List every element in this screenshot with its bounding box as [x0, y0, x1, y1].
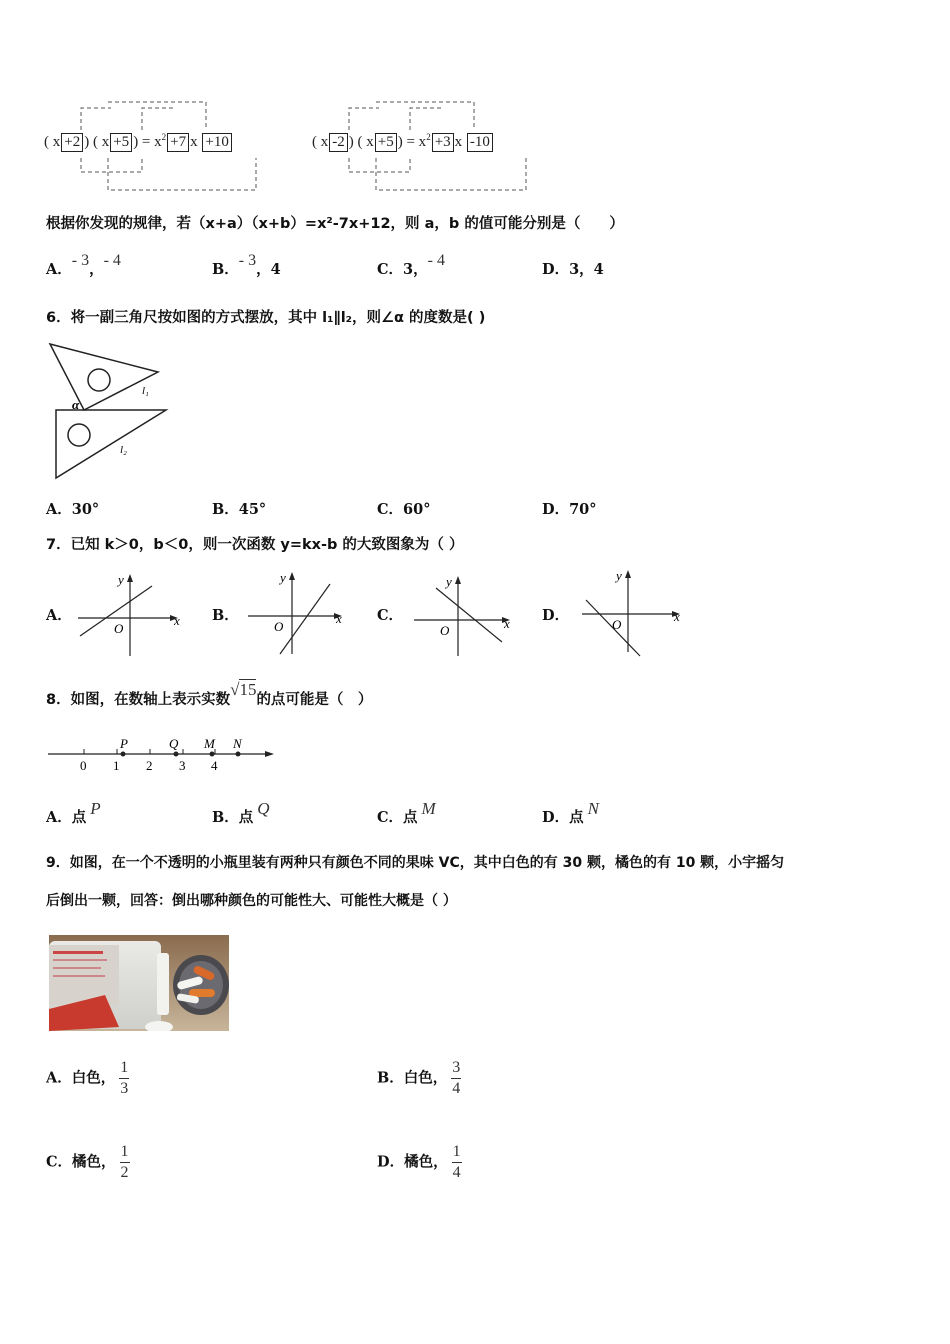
svg-text:O: O — [274, 619, 284, 634]
q6-option-a[interactable]: A．30° — [46, 501, 100, 518]
fraction-d: $\frac{1}{4}$ — [452, 1143, 461, 1181]
svg-text:P: P — [120, 736, 128, 751]
svg-text:x: x — [174, 613, 180, 628]
q7-option-c[interactable]: C． — [377, 607, 404, 624]
triangle-rulers-figure — [46, 340, 176, 480]
q6-text: 6．将一副三角尺按如图的方式摆放，其中 l₁∥l₂，则∠α 的度数是( ) — [46, 310, 486, 326]
q7-graph-a[interactable] — [74, 572, 184, 658]
svg-text:Q: Q — [169, 736, 179, 751]
q8-option-a[interactable]: A．点 P — [46, 799, 101, 826]
q7-option-d[interactable]: D． — [542, 607, 570, 624]
formula-right-text: ( x -2 ) ( x +5 ) = $x^2 +3$ x -10 — [312, 132, 494, 152]
q9-option-b[interactable]: B．白色， $\frac{3}{4}$ — [377, 1059, 461, 1097]
alpha-label: α — [72, 397, 80, 412]
q6-option-c[interactable]: C．60° — [377, 501, 431, 518]
l2-label: l₂ — [120, 444, 127, 456]
upper-triangle-hole — [88, 369, 110, 391]
q9-option-d[interactable]: D．橘色， $\frac{1}{4}$ — [377, 1143, 461, 1181]
svg-text:2: 2 — [146, 758, 153, 773]
svg-text:x: x — [336, 611, 342, 626]
formula-diagram-right — [312, 96, 552, 194]
point-p — [121, 752, 126, 757]
q6-option-b[interactable]: B．45° — [212, 501, 267, 518]
vitamin-bottle-photo — [49, 935, 229, 1031]
point-n — [236, 752, 241, 757]
svg-text:y: y — [118, 572, 124, 587]
svg-text:x: x — [674, 609, 680, 624]
q9-option-a[interactable]: A．白色， $\frac{1}{3}$ — [46, 1059, 129, 1097]
svg-text:0: 0 — [80, 758, 87, 773]
q7-text: 7．已知 k＞0，b＜0，则一次函数 y=kx-b 的大致图象为（ ） — [46, 537, 464, 553]
q7-graph-d[interactable] — [578, 568, 688, 658]
q7-graph-c[interactable] — [410, 572, 520, 658]
q5-option-c[interactable]: C．3，- 4 — [377, 252, 445, 278]
svg-text:y: y — [616, 568, 622, 583]
svg-text:1: 1 — [113, 758, 120, 773]
q8-option-b[interactable]: B．点 Q — [212, 799, 270, 826]
point-q — [174, 752, 179, 757]
q8-option-c[interactable]: C．点 M — [377, 799, 436, 826]
formula-diagram-left — [44, 96, 284, 194]
fraction-a: $\frac{1}{3}$ — [120, 1059, 129, 1097]
q5-option-b[interactable]: B．- 3，4 — [212, 252, 281, 278]
q9-text-line1: 9．如图，在一个不透明的小瓶里装有两种只有颜色不同的果味 VC，其中白色的有 30 颗，橘色的有 10 颗，小宇摇匀 — [46, 855, 785, 871]
point-m — [210, 752, 215, 757]
number-line — [46, 736, 282, 776]
q5-option-a[interactable]: A．- 3，- 4 — [46, 252, 121, 278]
lower-triangle-hole — [68, 424, 90, 446]
svg-text:M: M — [204, 736, 215, 751]
upper-triangle — [50, 344, 158, 410]
sqrt-15: √15 — [230, 680, 257, 699]
svg-text:y: y — [280, 570, 286, 585]
svg-text:O: O — [612, 617, 622, 632]
fraction-c: $\frac{1}{2}$ — [120, 1143, 129, 1181]
q9-option-c[interactable]: C．橘色， $\frac{1}{2}$ — [46, 1143, 129, 1181]
svg-text:x: x — [504, 616, 510, 631]
svg-text:4: 4 — [211, 758, 218, 773]
q7-option-a[interactable]: A． — [46, 607, 72, 624]
q8-option-d[interactable]: D．点 N — [542, 799, 599, 826]
q7-option-b[interactable]: B． — [212, 607, 239, 624]
l1-label: l₁ — [142, 385, 149, 397]
fraction-b: $\frac{3}{4}$ — [452, 1059, 461, 1097]
svg-text:O: O — [114, 621, 124, 636]
svg-text:N: N — [233, 736, 242, 751]
q5-text: 根据你发现的规律，若（x+a）（x+b）=x²-7x+12，则 a，b 的值可能分别是（ ） — [46, 216, 624, 232]
q9-text-line2: 后倒出一颗，回答：倒出哪种颜色的可能性大、可能性大概是（ ） — [46, 893, 457, 909]
svg-text:O: O — [440, 623, 450, 638]
q5-option-d[interactable]: D．3，4 — [542, 261, 604, 278]
formula-left-text: ( x +2 ) ( x +5 ) = $x^2 +7$ x +10 — [44, 132, 233, 152]
q8-text: 8．如图，在数轴上表示实数√15的点可能是（ ） — [46, 680, 373, 708]
svg-text:y: y — [446, 574, 452, 589]
q7-graph-b[interactable] — [244, 570, 354, 656]
q6-option-d[interactable]: D．70° — [542, 501, 597, 518]
svg-text:3: 3 — [179, 758, 186, 773]
